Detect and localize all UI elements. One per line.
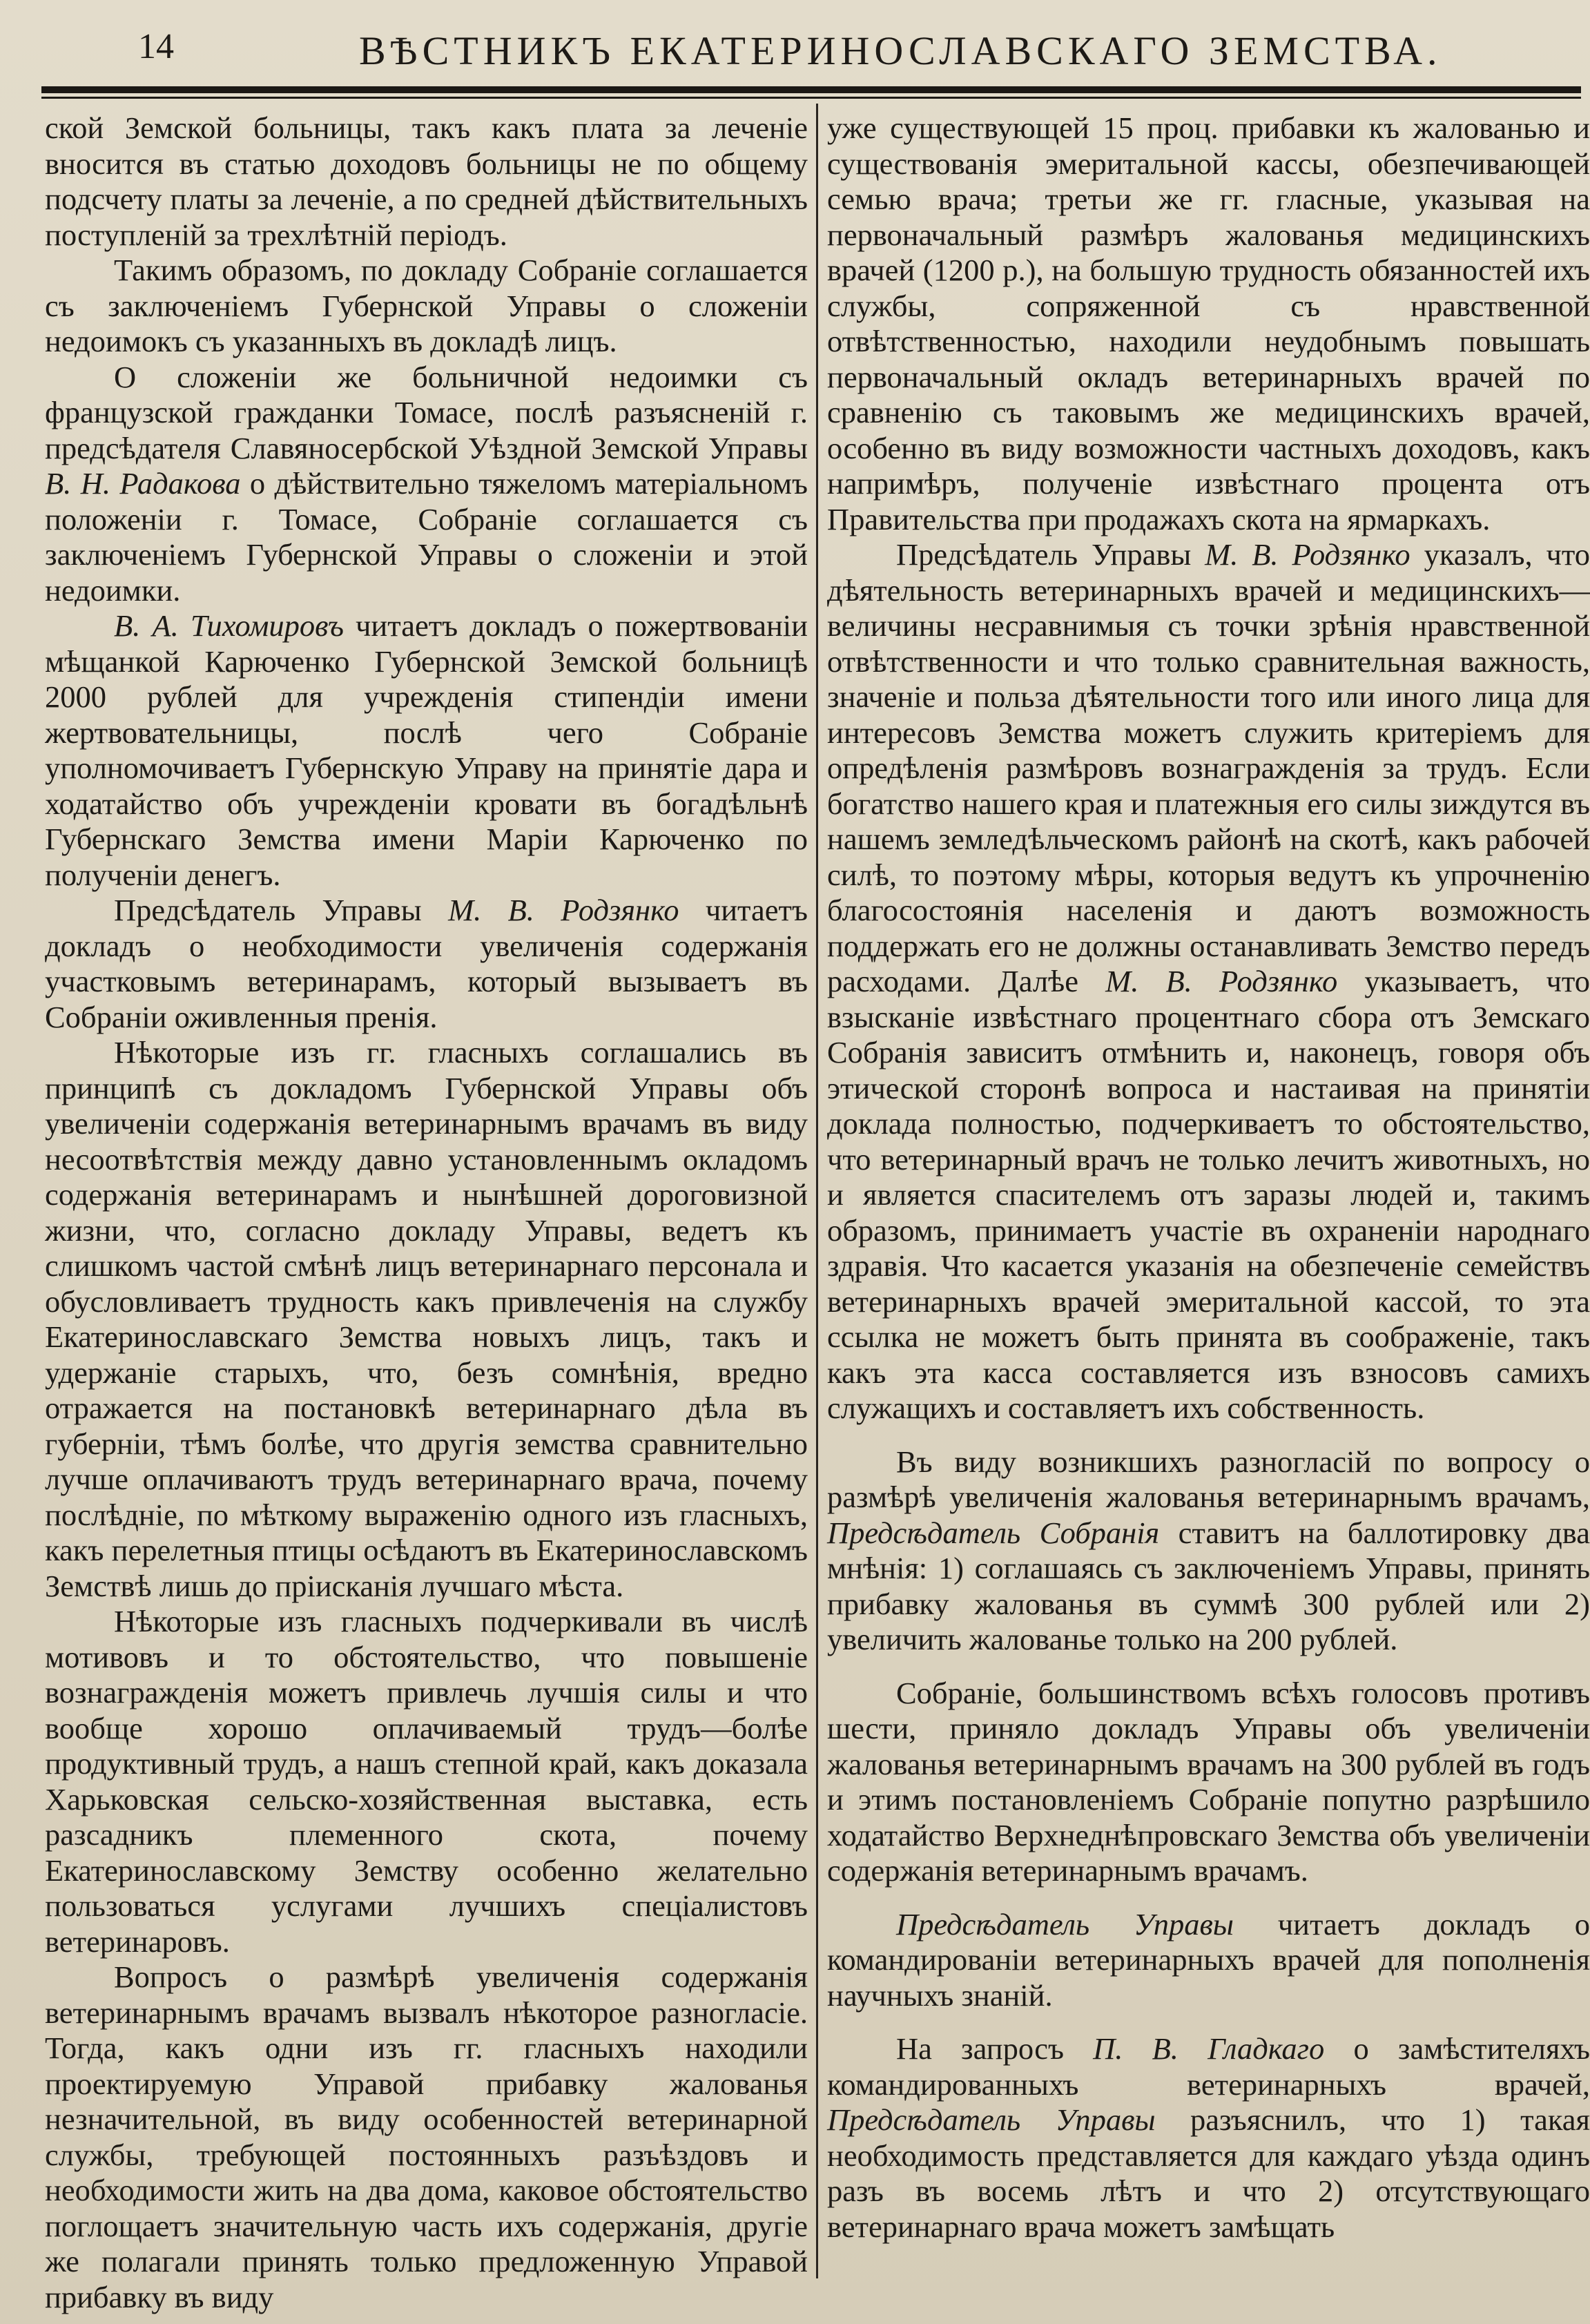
paragraph: Нѣкоторые изъ гг. гласныхъ соглашались въ принципѣ съ докладомъ Губернской Управы объ увеличеніи содержанія ветеринарнымъ врачамъ въ виду несоотвѣтствія между давно установленнымъ окладомъ содержанія ветеринарамъ и нынѣшней дороговизной жизни, что, согласно докладу Управы, ведетъ къ слишкомъ частой смѣнѣ лицъ ветеринарнаго персонала и обусловливаетъ трудность какъ привлеченія на службу Екатеринославскаго Земства новыхъ лицъ, такъ и удержаніе старыхъ, что, безъ сомнѣнія, вредно отражается на постановкѣ ветеринарнаго дѣла въ губерніи, тѣмъ болѣе, что другія земства сравнительно лучше оплачиваютъ трудъ ветеринарнаго врача, почему послѣдніе, по мѣткому выраженію одного изъ гласныхъ, какъ перелетныя птицы осѣдаютъ въ Екатеринославскомъ Земствѣ лишь до пріисканія лучшаго мѣста. xyxy=(45,1035,808,1603)
person-title: Предсѣдатель Собранія xyxy=(827,1515,1160,1550)
person-title: Предсѣдатель Управы xyxy=(827,2102,1156,2137)
page-header xyxy=(0,0,1590,104)
paragraph: ской Земской больницы, такъ какъ плата за леченіе вносится въ статью доходовъ больницы не по общему подсчету платы за леченіе, а по средней дѣйствительныхъ поступленій за трехлѣтній періодъ. xyxy=(45,110,808,252)
paragraph: Собраніе, большинствомъ всѣхъ голосовъ противъ шести, приняло докладъ Управы объ увеличеніи жалованья ветеринарнымъ врачамъ на 300 рублей въ годъ и этимъ постановленіемъ Собраніе попутно разрѣшило ходатайство Верхнеднѣпровскаго Земства объ увеличеніи содержанія ветеринарнымъ врачамъ. xyxy=(827,1675,1590,1888)
paragraph-text: Въ виду возникшихъ разногласій по вопросу о размѣрѣ увеличенія жалованья ветеринарнымъ врачамъ, xyxy=(827,1444,1590,1514)
paragraph-text: читаетъ докладъ о пожертвованіи мѣщанкой Карюченко Губернской Земской больницѣ 2000 рублей для учрежденія стипендіи имени жертвовательницы, послѣ чего Собраніе уполномочиваетъ Губернскую Управу на принятіе дара и ходатайство объ учрежденіи кровати въ богадѣльнѣ Губернскаго Земства имени Маріи Карюченко по полученіи денегъ. xyxy=(45,608,808,892)
paragraph xyxy=(827,1907,1590,2014)
paragraph-text: Предсѣдатель Управы xyxy=(896,537,1205,572)
person-name: М. В. Родзянко xyxy=(448,893,679,927)
paragraph xyxy=(827,1444,1590,1658)
header-rule-thick xyxy=(41,86,1581,93)
paragraph-text: читаетъ докладъ о командированіи ветеринарныхъ врачей для пополненія научныхъ знаній. xyxy=(827,1906,1590,2013)
paragraph xyxy=(827,537,1590,1426)
paragraph-text: ставитъ на баллотировку два мнѣнія: 1) соглашаясь съ заключеніемъ Управы, принять прибавку жалованья въ суммѣ 300 рублей или 2) увеличить жалованье только на 200 рублей. xyxy=(827,1515,1590,1656)
paragraph-text: На запросъ xyxy=(896,2031,1094,2066)
paragraph-text: о замѣстителяхъ командированныхъ ветеринарныхъ врачей, xyxy=(827,2031,1590,2102)
column-divider xyxy=(816,104,818,2278)
paragraph: уже существующей 15 проц. прибавки къ жалованью и существованія эмеритальной кассы, обезпечивающей семью врача; третьи же гг. гласные, указывая на первоначальный размѣръ жалованья медицинскихъ врачей (1200 р.), на большую трудность обязанностей ихъ службы, сопряженной съ нравственной отвѣтственностью, находили неудобнымъ повышать первоначальный окладъ ветеринарныхъ врачей по сравненію съ таковымъ же медицинскихъ врачей, особенно въ виду возможности частныхъ доходовъ, какъ напримѣръ, полученіе извѣстнаго процента отъ Правительства при продажахъ скота на ярмаркахъ. xyxy=(827,110,1590,536)
person-name: М. В. Родзянко xyxy=(1205,537,1410,572)
paragraph-text: о дѣйствительно тяжеломъ матеріальномъ положеніи г. Томасе, Собраніе соглашается съ заключеніемъ Губернской Управы о сложеніи и этой недоимки. xyxy=(45,466,808,608)
paragraph-text: указалъ, что дѣятельность ветеринарныхъ врачей и медицинскихъ—величины несравнимыя съ точки зрѣнія нравственной отвѣтственности и что только сравнительная важность, значеніе и польза дѣятельности того или иного лица для интересовъ Земства можетъ служить критеріемъ для опредѣленія размѣровъ вознагражденія за трудъ. Если богатство нашего края и платежныя его силы зиждутся въ нашемъ земледѣльческомъ районѣ на скотѣ, какъ рабочей силѣ, то поэтому мѣры, которыя ведутъ къ упрочненію благосостоянія населенія и даютъ возможность поддержать его не должны останавливать Земство передъ расходами. Далѣе xyxy=(827,537,1590,998)
person-name: В. А. Тихомировъ xyxy=(114,608,344,643)
paragraph-text: указываетъ, что взысканіе извѣстнаго процентнаго сбора отъ Земскаго Собранія зависитъ отмѣнить и, наконецъ, говоря объ этической сторонѣ вопроса и настаивая на принятіи доклада полностью, подчеркиваетъ то обстоятельство, что ветеринарный врачъ не только лечитъ животныхъ, но и является спасителемъ отъ заразы людей и, такимъ образомъ, принимаетъ участіе въ охраненіи народнаго здравія. Что касается указанія на обезпеченіе семействъ ветеринарныхъ врачей эмеритальной кассой, то эта ссылка не можетъ быть принята въ соображеніе, такъ какъ эта касса составляется изъ взносовъ самихъ служащихъ и составляетъ ихъ собственность. xyxy=(827,964,1590,1425)
person-name: В. Н. Радакова xyxy=(45,466,241,501)
paragraph xyxy=(45,360,808,609)
paragraph xyxy=(45,893,808,1035)
paragraph-text: читаетъ докладъ о необходимости увеличенія содержанія участковымъ ветеринарамъ, который вызываетъ въ Собраніи оживленныя пренія. xyxy=(45,893,808,1034)
header-rule-thin xyxy=(41,97,1581,99)
paragraph-text: Предсѣдатель Управы xyxy=(114,893,449,927)
paragraph xyxy=(45,608,808,893)
paragraph xyxy=(827,2031,1590,2245)
paragraph xyxy=(45,253,808,360)
right-column xyxy=(827,110,1590,2245)
page-number: 14 xyxy=(138,27,174,66)
left-column xyxy=(45,110,808,2315)
paragraph: Нѣкоторые изъ гласныхъ подчеркивали въ числѣ мотивовъ и то обстоятельство, что повышеніе вознагражденія можетъ привлечь лучшія силы и что вообще хорошо оплачиваемый трудъ—болѣе продуктивный трудъ, а нашъ степной край, какъ доказала Харьковская сельско-хозяйственная выставка, есть разсадникъ племенного скота, почему Екатеринославскому Земству особенно желательно пользоваться услугами лучшихъ спеціалистовъ ветеринаровъ. xyxy=(45,1604,808,1959)
person-name: М. В. Родзянко xyxy=(1105,964,1338,998)
paragraph-text: разъяснилъ, что 1) такая необходимость представляется для каждаго уѣзда одинъ разъ въ восемь лѣтъ и что 2) отсутствующаго ветеринарнаго врача можетъ замѣщать xyxy=(827,2102,1590,2244)
person-name: П. В. Гладкаго xyxy=(1093,2031,1325,2066)
paragraph: Вопросъ о размѣрѣ увеличенія содержанія ветеринарнымъ врачамъ вызвалъ нѣкоторое разногласіе. Тогда, какъ одни изъ гг. гласныхъ находили проектируемую Управой прибавку жалованья незначительной, въ виду особенностей ветеринарной службы, требующей постоянныхъ разъѣздовъ и необходимости жить на два дома, каковое обстоятельство поглощаетъ значительную часть ихъ содержанія, другіе же полагали принять только предложенную Управой прибавку въ виду xyxy=(45,1959,808,2314)
running-title: ВѢСТНИКЪ ЕКАТЕРИНОСЛАВСКАГО ЗЕМСТВА. xyxy=(359,28,1442,73)
paragraph-text: О сложеніи же больничной недоимки съ французской гражданки Томасе, послѣ разъясненій г. предсѣдателя Славяносербской Уѣздной Земской Управы xyxy=(45,359,808,465)
paragraph-text: Такимъ образомъ, по докладу Собраніе соглашается съ заключеніемъ Губернской Управы о сложеніи недоимокъ съ указанныхъ въ докладѣ лицъ. xyxy=(45,253,808,358)
person-title: Предсѣдатель Управы xyxy=(896,1906,1234,1941)
